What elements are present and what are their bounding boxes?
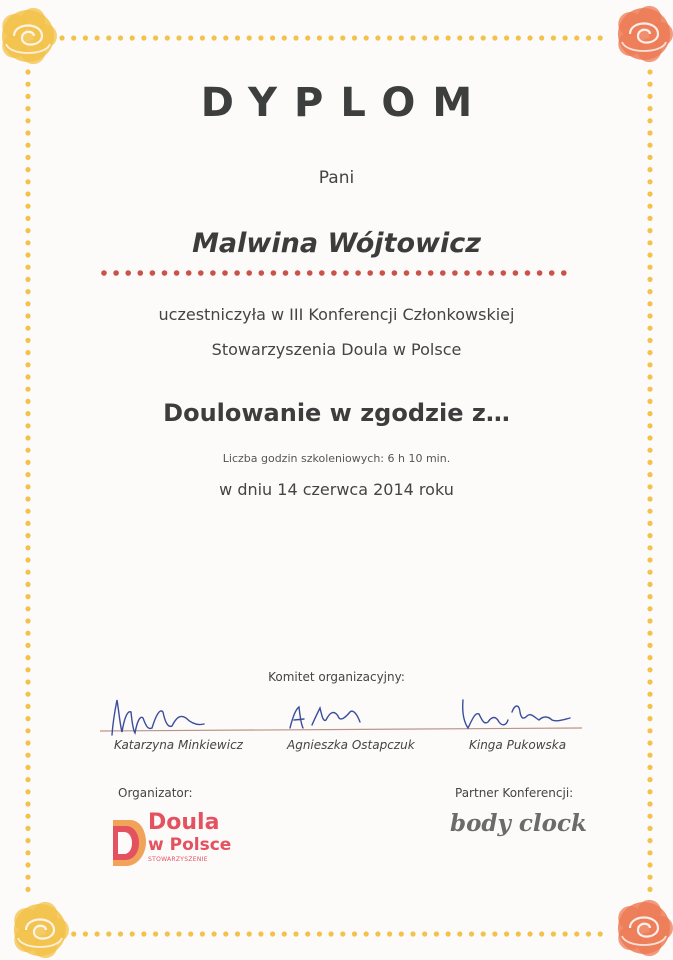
description-line-1: uczestniczyła w III Konferencji Członkowskiej (158, 305, 515, 324)
signature-pukowska (463, 700, 570, 728)
conference-date: w dniu 14 czerwca 2014 roku (219, 480, 454, 499)
signer-name-2: Agnieszka Ostapczuk (287, 738, 415, 752)
salutation: Pani (318, 168, 355, 188)
signature-minkiewicz (112, 700, 204, 735)
doula-logo-text-3: STOWARZYSZENIE (148, 856, 208, 863)
doula-logo-text-1: Doula (148, 810, 220, 835)
signature-ostapczuk (290, 707, 360, 728)
diploma-title: DYPLOM (200, 80, 490, 126)
partner-label: Partner Konferencji: (455, 786, 574, 800)
doula-logo-icon (108, 810, 148, 870)
signer-name-1: Katarzyna Minkiewicz (114, 738, 243, 752)
committee-label: Komitet organizacyjny: (268, 670, 405, 684)
body-clock-logo: body clock (450, 810, 587, 837)
organizer-label: Organizator: (118, 786, 193, 800)
doula-logo-text-2: w Polsce (148, 835, 232, 855)
training-hours: Liczba godzin szkoleniowych: 6 h 10 min. (222, 452, 451, 465)
signer-name-3: Kinga Pukowska (469, 738, 567, 752)
description-line-2: Stowarzyszenia Doula w Polsce (211, 340, 462, 359)
recipient-name: Malwina Wójtowicz (192, 228, 481, 259)
signature-line (100, 728, 582, 731)
conference-topic: Doulowanie w zgodzie z… (163, 399, 510, 427)
doula-logo (108, 810, 248, 870)
